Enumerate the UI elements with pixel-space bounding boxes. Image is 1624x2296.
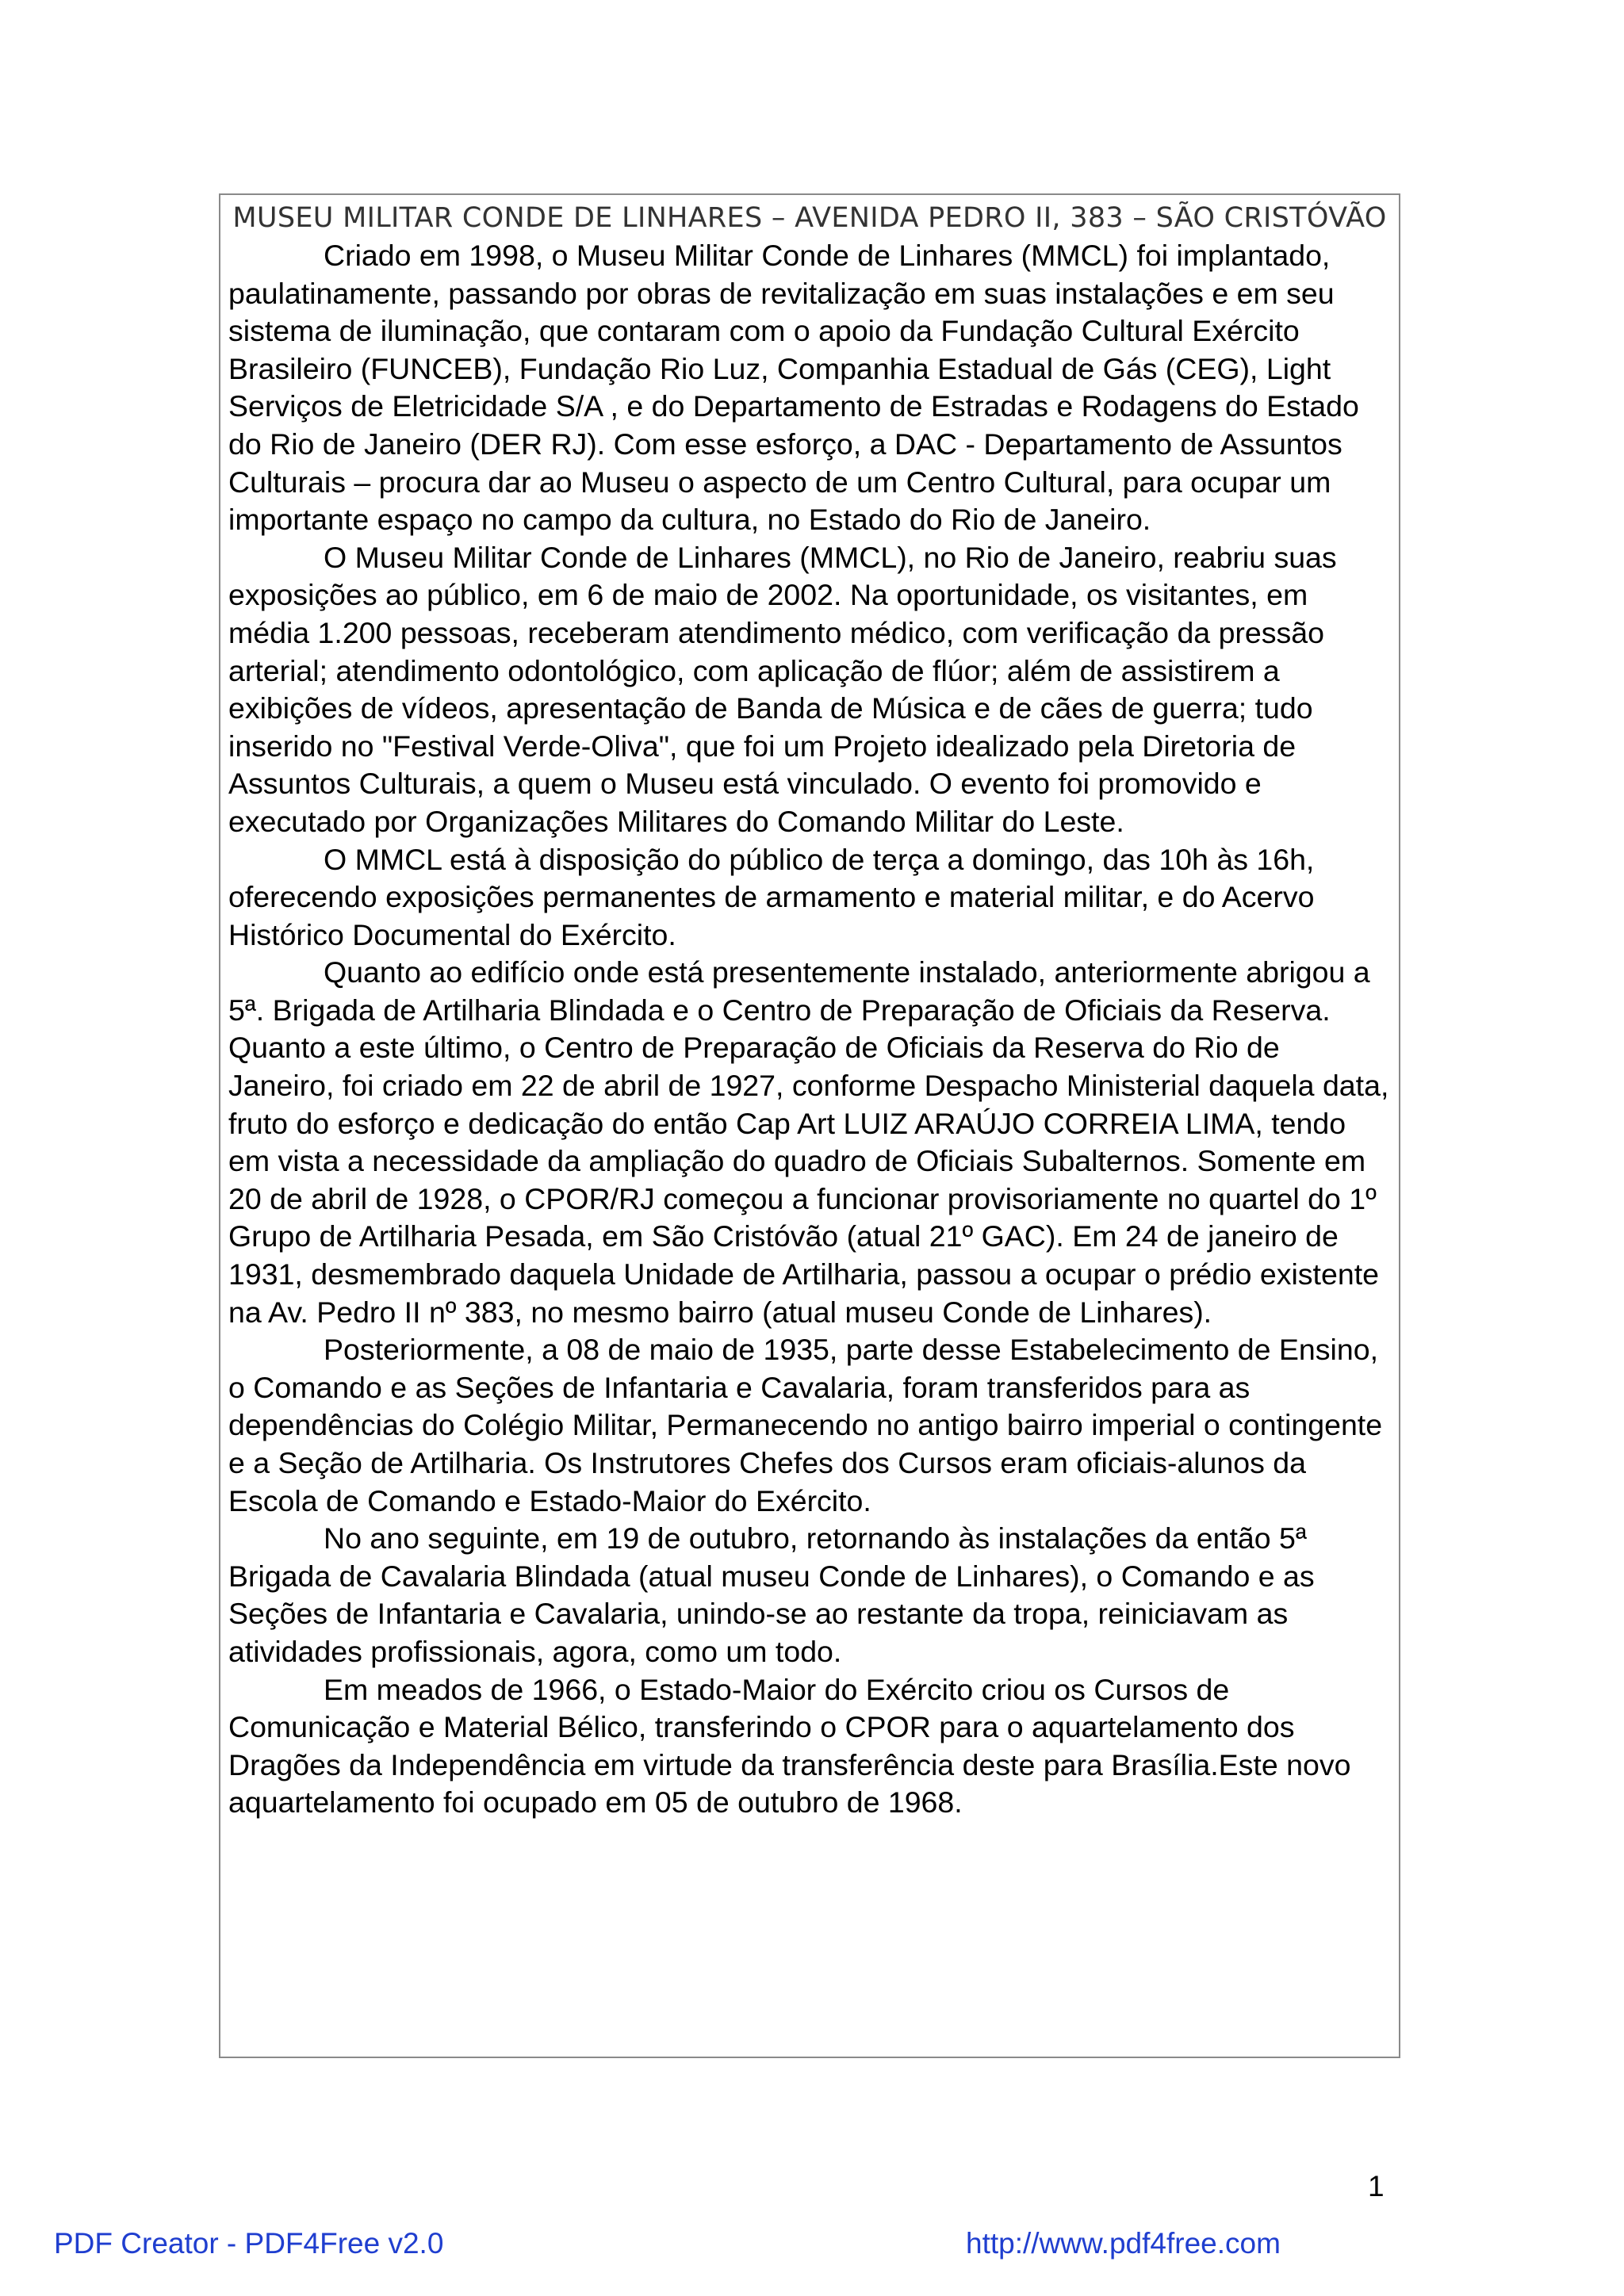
footer-url-link[interactable]: http://www.pdf4free.com: [966, 2227, 1281, 2260]
paragraph-3: O MMCL está à disposição do público de terça a domingo, das 10h às 16h, oferecendo exposições permanentes de armamento e material militar, e do Acervo Histórico Documental do Exército.: [228, 842, 1315, 951]
paragraph-2: O Museu Militar Conde de Linhares (MMCL), no Rio de Janeiro, reabriu suas exposições ao público, em 6 de maio de 2002. Na oportunidade, os visitantes, em média 1.200 pessoas, receberam atendimento médico, com verificação da pressão arterial; atendimento odontológico, com aplicação de flúor; além de assistirem a exibições de vídeos, apresentação de Banda de Música e de cães de guerra; tudo inserido no "Festival Verde-Oliva", que foi um Projeto idealizado pela Diretoria de Assuntos Culturais, a quem o Museu está vinculado. O evento foi promovido e executado por Organizações Militares do Comando Militar do Leste.: [228, 540, 1337, 838]
text-frame: [219, 193, 1400, 2058]
paragraph-6: No ano seguinte, em 19 de outubro, retornando às instalações da então 5ª Brigada de Cavalaria Blindada (atual museu Conde de Linhares), o Comando e as Seções de Infantaria e Cavalaria, unindo-se ao restante da tropa, reiniciavam as atividades profissionais, agora, como um todo.: [228, 1521, 1315, 1668]
paragraph-1: Criado em 1998, o Museu Militar Conde de Linhares (MMCL) foi implantado, paulatinamente, passando por obras de revitalização em suas instalações e em seu sistema de iluminação, que contaram com o apoio da Fundação Cultural Exército Brasileiro (FUNCEB), Fundação Rio Luz, Companhia Estadual de Gás (CEG), Light Serviços de Eletricidade S/A , e do Departamento de Estradas e Rodagens do Estado do Rio de Janeiro (DER RJ). Com esse esforço, a DAC - Departamento de Assuntos Culturais – procura dar ao Museu o aspecto de um Centro Cultural, para ocupar um importante espaço no campo da cultura, no Estado do Rio de Janeiro.: [228, 239, 1359, 537]
paragraph-5: Posteriormente, a 08 de maio de 1935, parte desse Estabelecimento de Ensino, o Comando e as Seções de Infantaria e Cavalaria, foram transferidos para as dependências do Colégio Militar, Permanecendo no antigo bairro imperial o contingente e a Seção de Artilharia. Os Instrutores Chefes dos Cursos eram oficiais-alunos da Escola de Comando e Estado-Maior do Exército.: [228, 1333, 1383, 1517]
footer-creator-link[interactable]: PDF Creator - PDF4Free v2.0: [54, 2227, 444, 2260]
page-number: 1: [1368, 2170, 1385, 2202]
document-title: MUSEU MILITAR CONDE DE LINHARES – AVENIDA PEDRO II, 383 – SÃO CRISTÓVÃO: [232, 202, 1387, 234]
paragraph-7: Em meados de 1966, o Estado-Maior do Exército criou os Cursos de Comunicação e Material Bélico, transferindo o CPOR para o aquartelamento dos Dragões da Independência em virtude da transferência deste para Brasília.Este novo aquartelamento foi ocupado em 05 de outubro de 1968.: [228, 1672, 1351, 1820]
paragraph-4: Quanto ao edifício onde está presentemente instalado, anteriormente abrigou a 5ª. Brigada de Artilharia Blindada e o Centro de Preparação de Oficiais da Reserva. Quanto a este último, o Centro de Preparação de Oficiais da Reserva do Rio de Janeiro, foi criado em 22 de abril de 1927, conforme Despacho Ministerial daquela data, fruto do esforço e dedicação do então Cap Art LUIZ ARAÚJO CORREIA LIMA, tendo em vista a necessidade da ampliação do quadro de Oficiais Subalternos. Somente em 20 de abril de 1928, o CPOR/RJ começou a funcionar provisoriamente no quartel do 1º Grupo de Artilharia Pesada, em São Cristóvão (atual 21º GAC). Em 24 de janeiro de 1931, desmembrado daquela Unidade de Artilharia, passou a ocupar o prédio existente na Av. Pedro II nº 383, no mesmo bairro (atual museu Conde de Linhares).: [228, 955, 1389, 1329]
